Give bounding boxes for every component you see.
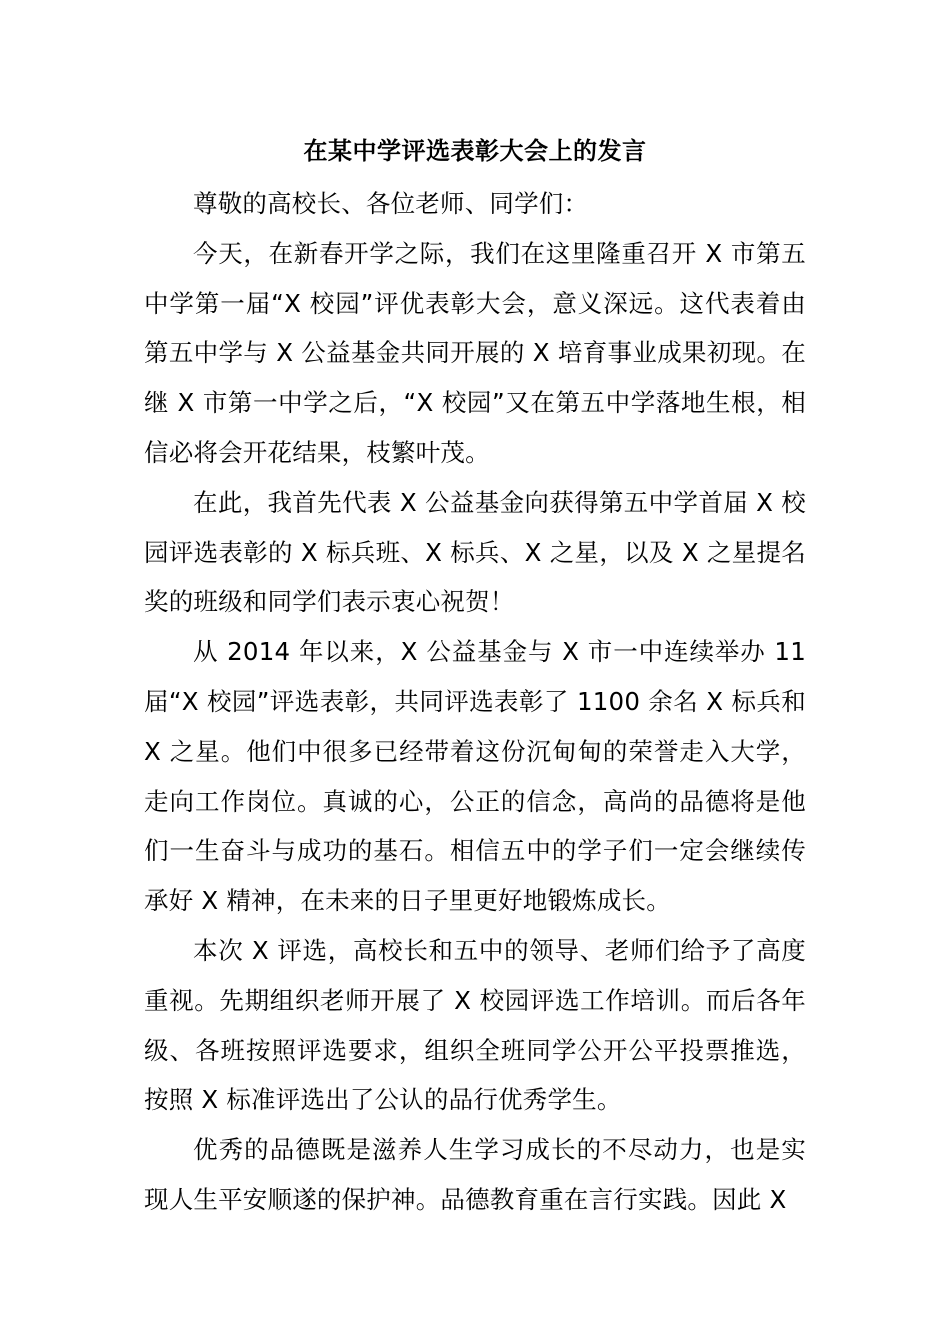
selection-process-paragraph: 本次 X 评选，高校长和五中的领导、老师们给予了高度重视。先期组织老师开展了 X 校园评选工作培训。而后各年级、各班按照评选要求，组织全班同学公开公平投票推选，按照 X 标准评选出了公认的品行优秀学生。: [144, 935, 806, 1115]
document-body: [144, 179, 806, 1225]
opening-paragraph: 今天，在新春开学之际，我们在这里隆重召开 X 市第五中学第一届“X 校园”评优表彰大会，意义深远。这代表着由第五中学与 X 公益基金共同开展的 X 培育事业成果初现。在继 X 市第一中学之后，“X 校园”又在第五中学落地生根，相信必将会开花结果，枝繁叶茂。: [144, 238, 806, 467]
moral-education-paragraph: 优秀的品德既是滋养人生学习成长的不尽动力，也是实现人生平安顺遂的保护神。品德教育重在言行实践。因此 X: [144, 1135, 806, 1214]
history-paragraph: 从 2014 年以来，X 公益基金与 X 市一中连续举办 11 届“X 校园”评选表彰，共同评选表彰了 1100 余名 X 标兵和 X 之星。他们中很多已经带着这份沉甸甸的荣誉走入大学，走向工作岗位。真诚的心，公正的信念，高尚的品德将是他们一生奋斗与成功的基石。相信五中的学子们一定会继续传承好 X 精神，在未来的日子里更好地锻炼成长。: [144, 637, 806, 916]
salutation-paragraph: 尊敬的高校长、各位老师、同学们：: [193, 189, 589, 218]
document-title: 在某中学评选表彰大会上的发言: [303, 137, 647, 165]
congratulations-paragraph: 在此，我首先代表 X 公益基金向获得第五中学首届 X 校园评选表彰的 X 标兵班、X 标兵、X 之星，以及 X 之星提名奖的班级和同学们表示衷心祝贺！: [144, 487, 806, 617]
